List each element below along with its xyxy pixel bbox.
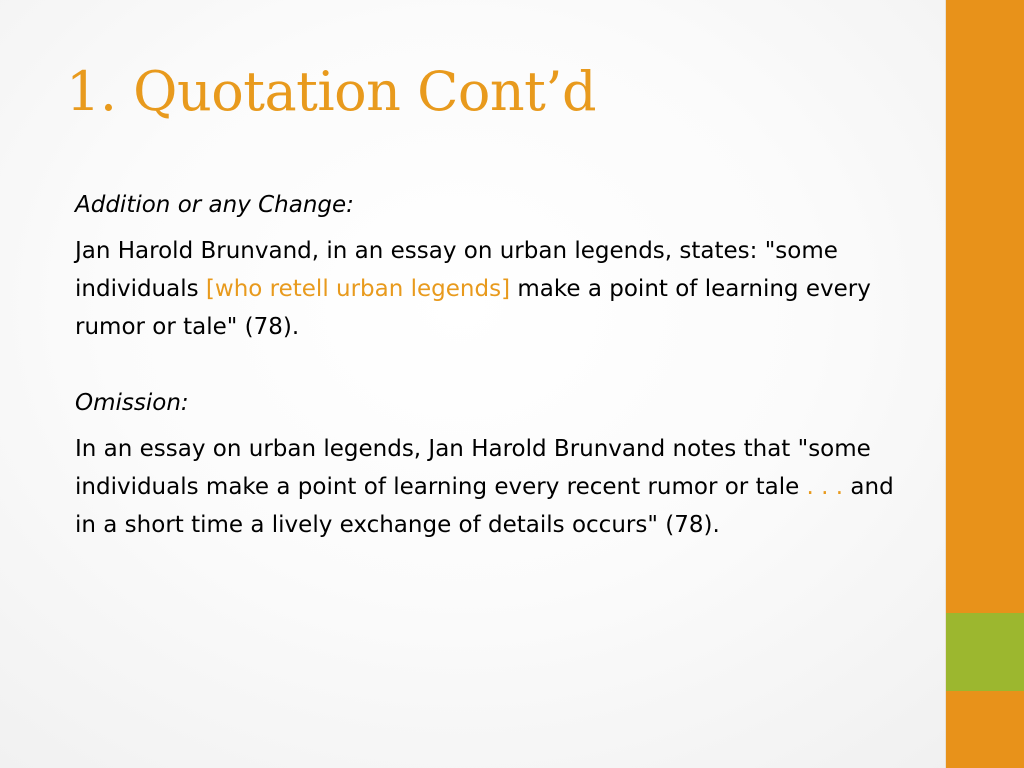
bracketed-insertion: [who retell urban legends] [205,276,511,302]
paragraph-omission-text-1: In an essay on urban legends, Jan Harold Brunvand notes that "some individuals make a point of learning every recent rumor or tale [75,436,871,500]
decorative-sidebar [946,0,1024,768]
paragraph-addition-text-1: Jan Harold Brunvand, in an essay on urban legends, states: "some individuals [75,238,838,302]
paragraph-omission [75,430,905,544]
section-label-omission: Omission: [75,390,189,416]
section-gap [75,346,905,384]
sidebar-orange-bottom [946,691,1024,768]
sidebar-orange-top [946,0,1024,613]
slide-title: 1. Quotation Cont’d [66,60,597,123]
sidebar-green-block [946,613,1024,691]
slide-content [75,186,905,544]
paragraph-addition-text-2: make a point of learning every rumor or tale" (78). [75,276,871,340]
section-label-addition: Addition or any Change: [75,192,354,218]
paragraph-omission-text-2: and in a short time a lively exchange of details occurs" (78). [75,474,894,538]
paragraph-addition [75,232,905,346]
ellipsis-omission: . . . [806,474,844,500]
